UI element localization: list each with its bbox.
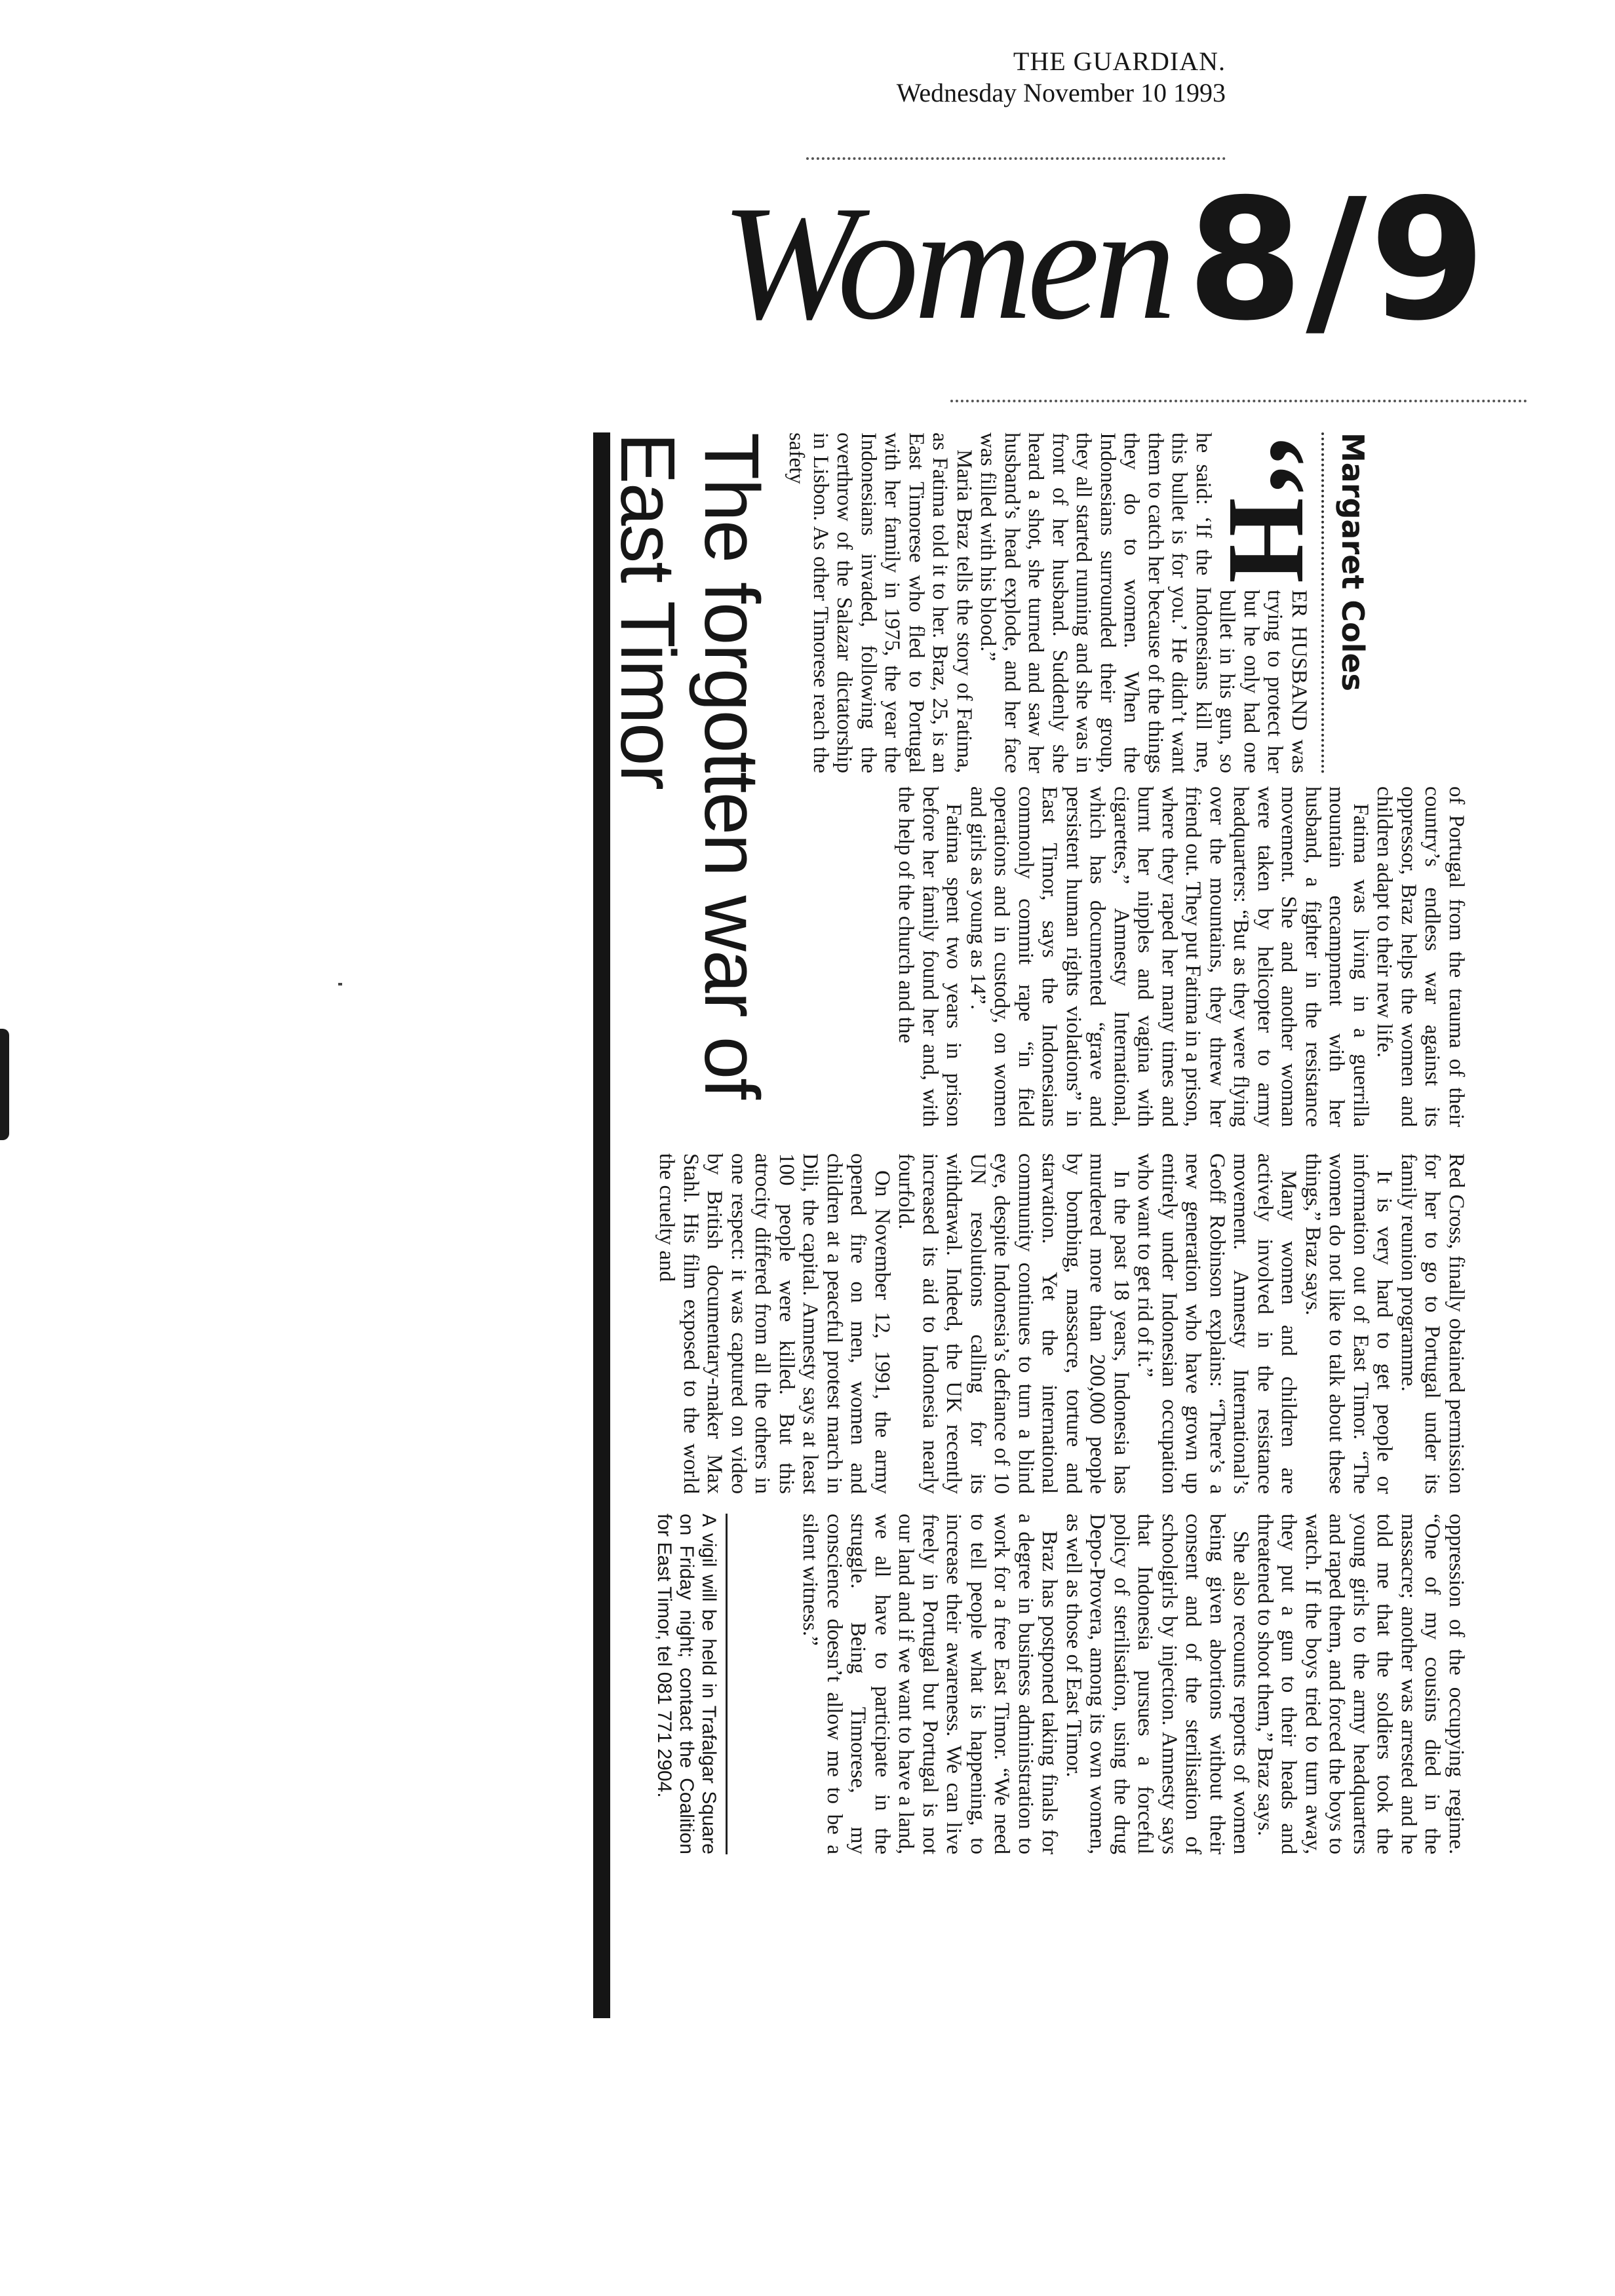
section-heading (721, 163, 1489, 358)
publication-date: Wednesday November 10 1993 (896, 78, 1226, 107)
drop-cap: ‘‘H (1206, 432, 1328, 584)
section-dotted-rule (950, 400, 1527, 402)
article-paragraph: She also recounts reports of women being given abortions without their consent and of the sterilisation of schoolgirls by injection. Amnesty says that Indonesia pursues a forceful policy of sterilisation, using the drug Depo-Provera, among its own women, as well as those of East Timor. (1062, 1514, 1253, 1854)
vigil-footnote: A vigil will be held in Trafalgar Square on Friday night; contact the Coalition for East Timor, tel 081 771 2904. (653, 1514, 720, 1854)
article-paragraph: oppression of the occupying regime. “One of my cousins died in the massacre; another was arrested and he told me that the soldiers took the young girls to the army headquarters and raped them, and forced the boys to watch. If the boys tried to turn away, they put a gun to their heads and threatened to shoot them,” Braz says. (1253, 1514, 1468, 1854)
article-paragraph: Many women and children are actively involved in the resistance movement. Amnesty International’s Geoff Robinson explains: “There’s a new generation who have grown up entirely under Indonesian occupation who want to get rid of it.” (1133, 1153, 1301, 1494)
article-paragraph: ER HUSBAND was trying to protect her but he only had one bullet in his gun, so he said: ‘If the Indonesians kill me, this bullet is for you.’ He didn’t want them to catch her because of the things they do to women. When the Indonesians surrounded their group, they all started running and she was in front of her husband. Suddenly she heard a shot, she turned and saw her husband’s head explode, and her face was filled with his blood.” (976, 432, 1311, 773)
article-clipping (603, 432, 1468, 2018)
scan-edge-mark (0, 1029, 9, 1140)
byline: Margaret Coles (1335, 432, 1371, 692)
article-column-3 (603, 1153, 1468, 1494)
newspaper-name: THE GUARDIAN. (1013, 47, 1226, 76)
section-title: Women (721, 172, 1171, 354)
article-paragraph: Braz has postponed taking finals for a degree in business administration to work for a free East Timor. “We need to tell people what is happening, to increase their awareness. We can live freely in Portugal but Portugal is not our land and if we want to have a land, we all have to participate in the struggle. Being Timorese, my conscience doesn’t allow me to be a silent witness.” (798, 1514, 1062, 1854)
masthead (832, 46, 1226, 109)
footnote-rule (726, 1514, 728, 1854)
article-column-4 (603, 1514, 1468, 1854)
article-paragraph: On November 12, 1991, the army opened fire on men, women and children at a peaceful protest march in Dili, the capital. Amnesty says at least 100 people were killed. But this atrocity differed from all the others in one respect: it was captured on video by British documentary-maker Max Stahl. His film exposed to the world the cruelty and (655, 1153, 894, 1494)
article-paragraph: In the past 18 years, Indonesia has murdered more than 200,000 people by bombing, massacre, torture and starvation. Yet the international community continues to turn a blind eye, despite Indonesia’s defiance of 10 UN resolutions calling for its withdrawal. Indeed, the UK recently increased its aid to Indonesia nearly fourfold. (894, 1153, 1133, 1494)
article-paragraph: Red Cross, finally obtained permission for her to go to Portugal under its family reunion programme. (1397, 1153, 1468, 1494)
scan-speck (338, 983, 342, 985)
article-paragraph: Fatima was living in a guerrilla mountain encampment with her husband, a fighter in the resistance movement. She and another woman were taken by helicopter to army headquarters: “But as they were flying over the mountains, they threw her friend out. They put Fatima in a prison, where they raped her many times and burnt her nipples and vagina with cigarettes,” Amnesty International, which has documented “grave and persistent human rights violations” in East Timor, says the Indonesians commonly commit rape “in field operations and in custody, on women and girls as young as 14”. (966, 786, 1372, 1127)
section-page-numbers: 8/9 (1186, 163, 1489, 358)
article-paragraph: Fatima spent two years in prison before her family found her and, with the help of the church and the (894, 786, 966, 1127)
article-paragraph: It is very hard to get people or information out of East Timor. “The women do not like to talk about these things,” Braz says. (1301, 1153, 1397, 1494)
article-column-1-body (785, 432, 1328, 773)
article-paragraph: of Portugal from the trauma of their country’s endless war against its oppressor, Braz helps the women and children adapt to their new life. (1372, 786, 1468, 1127)
article-paragraph: Maria Braz tells the story of Fatima, as Fatima told it to her. Braz, 25, is an East Timorese who fled to Portugal with her family in 1975, the year the Indonesians invaded, following the overthrow of the Salazar dictatorship in Lisbon. As other Timorese reach the safety (785, 432, 976, 773)
top-dotted-rule (806, 157, 1226, 160)
article-headline: The forgotten war of East Timor (604, 432, 775, 1099)
